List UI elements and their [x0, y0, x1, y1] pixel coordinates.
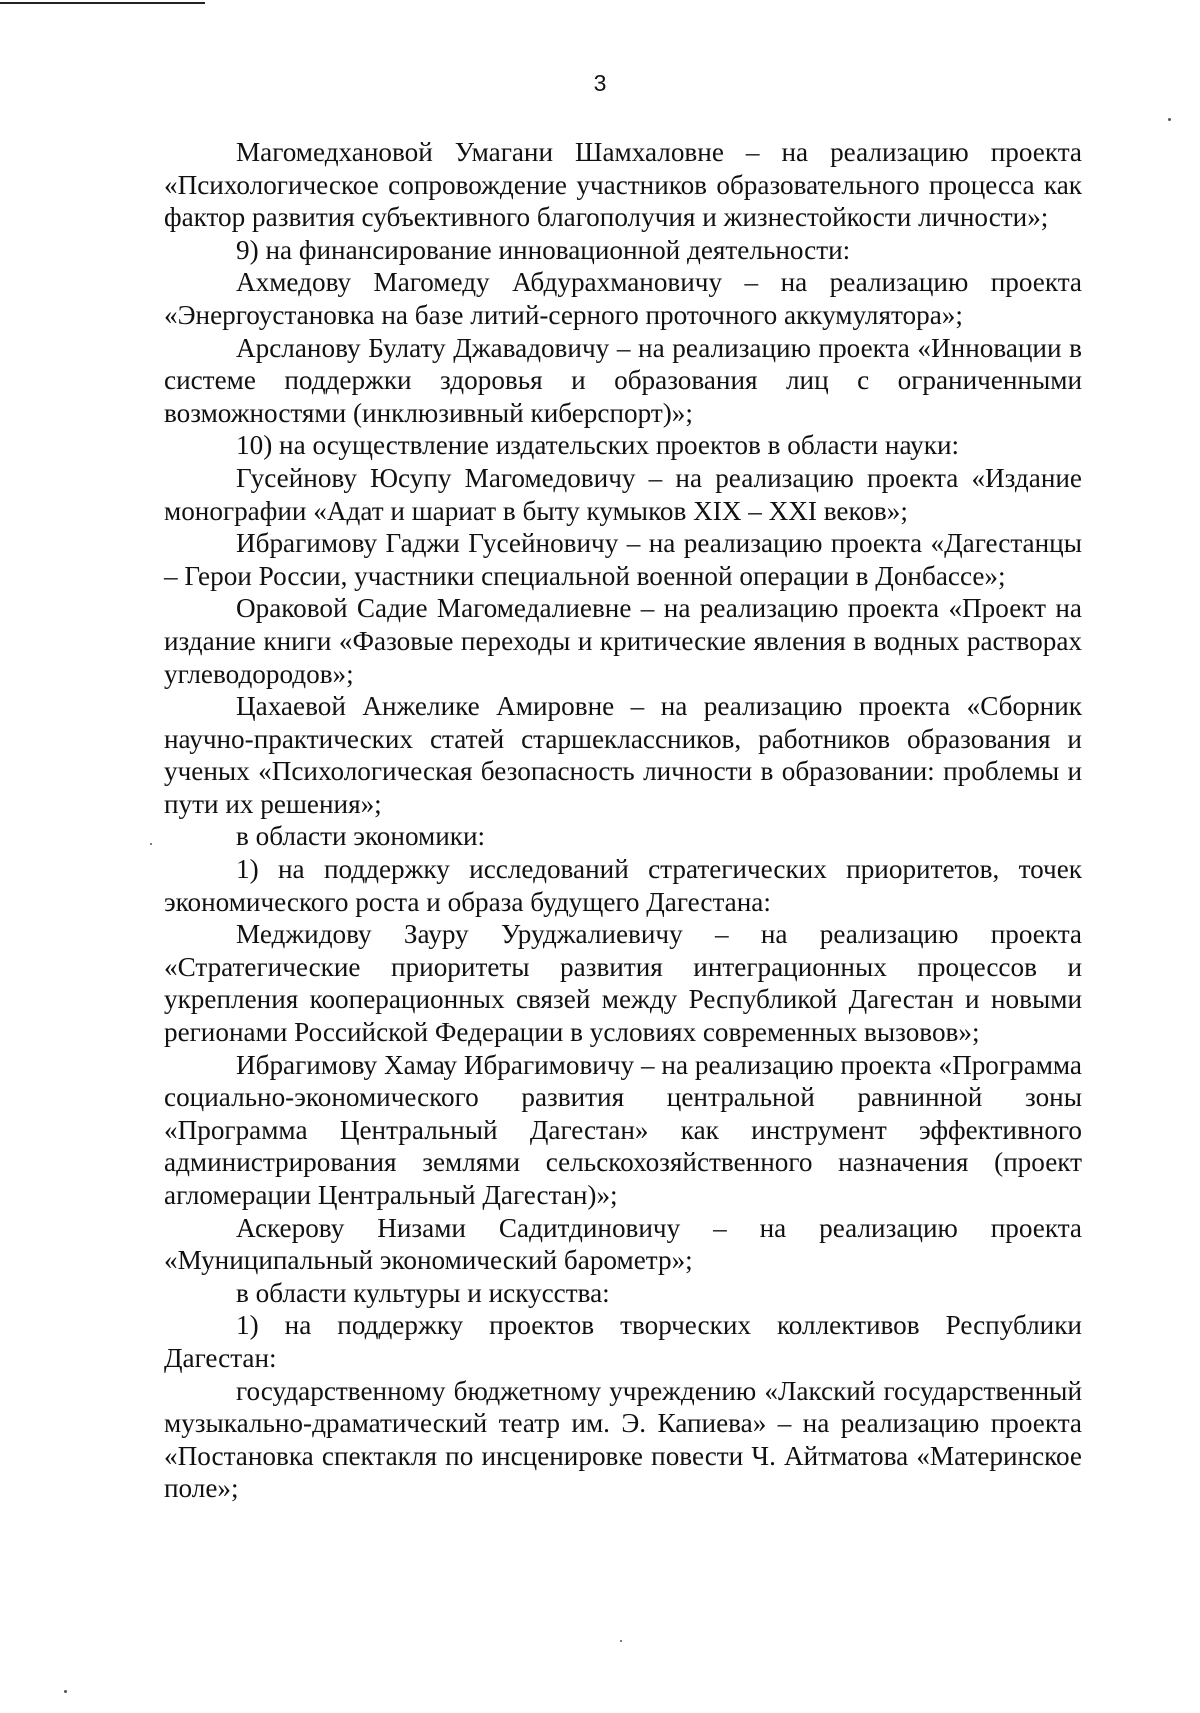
paragraph: Гусейнову Юсупу Магомедовичу – на реализацию проекта «Издание монографии «Адат и шариат в быту кумыков XIX – XXI веков»;	[164, 462, 1082, 526]
scan-speck	[620, 1640, 622, 1642]
paragraph: в области экономики:	[236, 821, 486, 852]
paragraph: Аскерову Низами Садитдиновичу – на реализацию проекта «Муниципальный экономический барометр»;	[164, 1212, 1082, 1276]
paragraph: Цахаевой Анжелике Амировне – на реализацию проекта «Сборник научно-практических статей старшеклассников, работников образования и ученых «Психологическая безопасность личности в образовании: проблемы и пути их решения»;	[164, 691, 1082, 819]
document-body	[164, 136, 1082, 1505]
paragraph: 1) на поддержку исследований стратегических приоритетов, точек экономического роста и образа будущего Дагестана:	[164, 854, 1082, 917]
paragraph: Арсланову Булату Джавадовичу – на реализацию проекта «Инновации в системе поддержки здоровья и образования лиц с ограниченными возможностями (инклюзивный киберспорт)»;	[164, 332, 1082, 428]
paragraph: в области культуры и искусства:	[236, 1277, 610, 1308]
paragraph: Ахмедову Магомеду Абдурахмановичу – на реализацию проекта «Энергоустановка на базе литий-серного проточного аккумулятора»;	[164, 267, 1082, 330]
paragraph: Магомедхановой Умагани Шамхаловне – на реализацию проекта «Психологическое сопровождение участников образовательного процесса как фактор развития субъективного благополучия и жизнестойкости личности»;	[164, 137, 1082, 233]
paragraph: государственному бюджетному учреждению «Лакский государственный музыкально-драматический театр им. Э. Капиева» – на реализацию проекта «Постановка спектакля по инсценировке повести Ч. Айтматова «Материнское поле»;	[164, 1375, 1082, 1504]
paragraph: Ораковой Садие Магомедалиевне – на реализацию проекта «Проект на издание книги «Фазовые переходы и критические явления в водных растворах углеводородов»;	[164, 593, 1082, 689]
scan-speck	[1168, 118, 1171, 121]
paragraph: 10) на осуществление издательских проектов в области науки:	[236, 430, 960, 461]
scan-speck	[150, 843, 152, 845]
paragraph: Ибрагимову Хамау Ибрагимовичу – на реализацию проекта «Программа социально-экономического развития центральной равнинной зоны «Программа Центральный Дагестан» как инструмент эффективного администрирования землями сельскохозяйственного назначения (проект агломерации Центральный Дагестан)»;	[164, 1049, 1082, 1210]
paragraph: 9) на финансирование инновационной деятельности:	[236, 234, 851, 265]
scan-speck	[64, 1690, 67, 1693]
page-number: 3	[593, 70, 607, 96]
top-edge-rule	[0, 2, 205, 4]
paragraph: 1) на поддержку проектов творческих коллективов Республики Дагестан:	[164, 1310, 1082, 1373]
paragraph: Меджидову Зауру Уруджалиевичу – на реализацию проекта «Стратегические приоритеты развития интеграционных процессов и укрепления кооперационных связей между Республикой Дагестан и новыми регионами Российской Федерации в условиях современных вызовов»;	[164, 919, 1082, 1048]
paragraph: Ибрагимову Гаджи Гусейновичу – на реализацию проекта «Дагестанцы – Герои России, участники специальной военной операции в Донбассе»;	[164, 528, 1082, 591]
